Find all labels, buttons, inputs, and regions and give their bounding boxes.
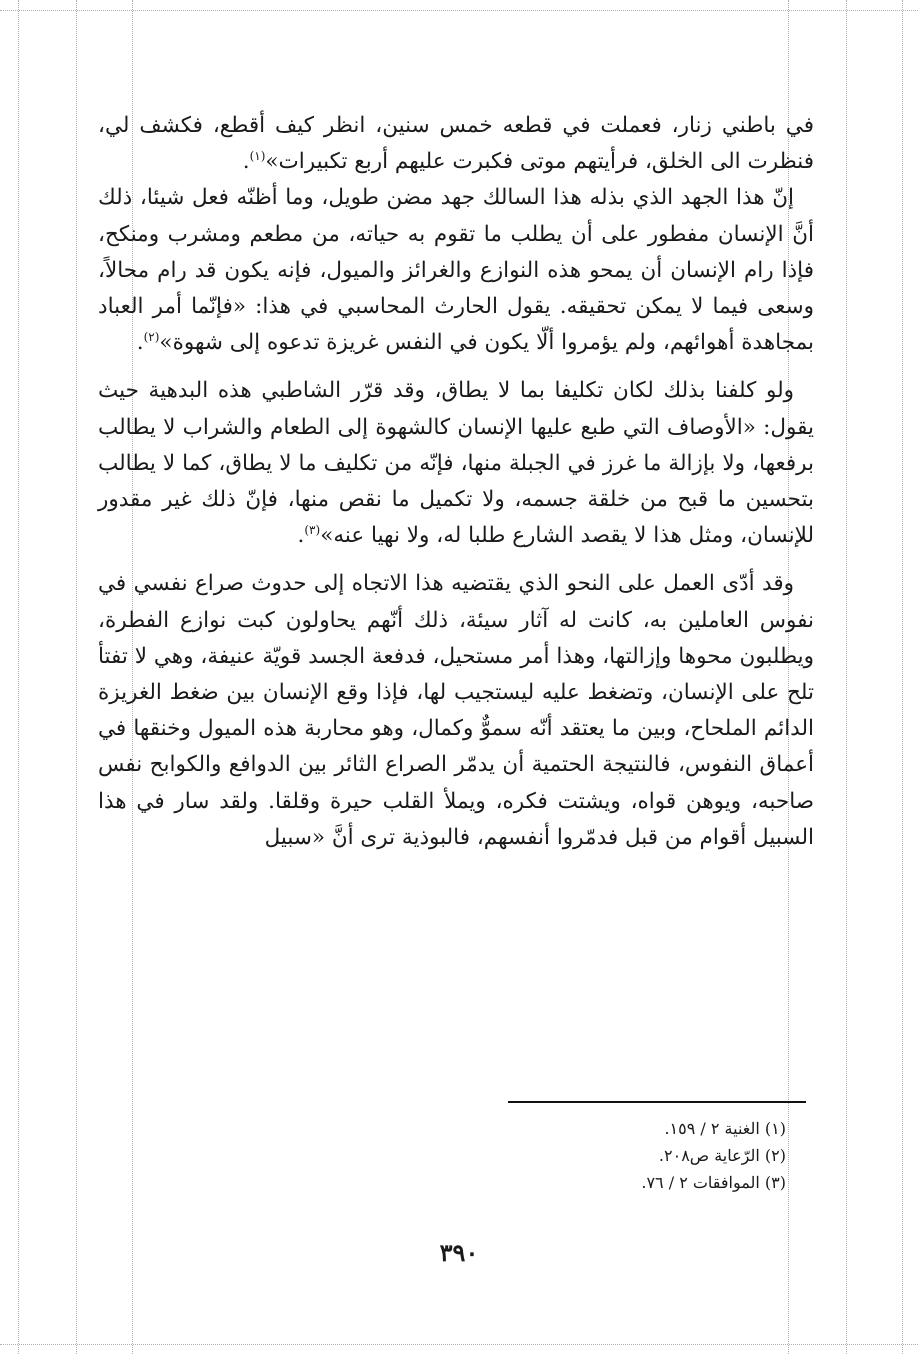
paragraph-2 (98, 180, 814, 361)
guide-line (0, 1344, 918, 1345)
footnote-1: (١) الغنية ٢ / ١٥٩. (664, 1119, 786, 1138)
footnote-reference: (٣) (304, 523, 321, 538)
footnote-reference: (٢) (143, 330, 160, 345)
footnote-3: (٣) الموافقات ٢ / ٧٦. (641, 1173, 786, 1192)
footnotes (560, 1115, 786, 1196)
paragraph-text: وقد أدّى العمل على النحو الذي يقتضيه هذا الاتجاه إلى حدوث صراع نفسي في نفوس العاملين به، كانت له آثار سيئة، ذلك أنّهم يحاولون كبت نوازع الفطرة، ويطلبون محوها وإزالتها، وهذا أمر مستحيل، فدفعة الجسد قويّة عنيفة، وهي لا تفتأ تلح على الإنسان، وتضغط عليه ليستجيب لها، فإذا وقع الإنسان بين ضغط الغريزة الدائم الملحاح، وبين ما يعتقد أنّه سموٌّ وكمال، وهو محاربة هذه الميول وخنقها في أعماق النفوس، فالنتيجة الحتمية أن يدمّر الصراع الثائر بين الدوافع والكوابح نفس صاحبه، ويوهن قواه، ويشتت فكره، ويملأ القلب حيرة وقلقا. ولقد سار في هذا السبيل أقوام من قبل فدمّروا أنفسهم، فالبوذية ترى أنَّ «سبيل (98, 571, 814, 850)
paragraph-1 (98, 108, 814, 180)
paragraph-3 (98, 373, 814, 554)
guide-line (902, 0, 903, 1354)
footnote-2: (٢) الرّعاية ص٢٠٨. (658, 1146, 786, 1165)
footnote-reference: (١) (249, 149, 266, 164)
paragraph-text: إنّ هذا الجهد الذي بذله هذا السالك جهد مضن طويل، وما أظنّه فعل شيئا، ذلك أنَّ الإنسان مفطور على أن يطلب ما تقوم به حياته، من مطعم ومشرب ومنكح، فإذا رام الإنسان أن يمحو هذه النوازع والغرائز والميول، فإنه يكون قد رام محالاً، وسعى فيما لا يمكن تحقيقه. يقول الحارث المحاسبي في هذا: «فإنّما أمر العباد بمجاهدة أهوائهم، ولم يؤمروا ألّا يكون في النفس غريزة تدعوه إلى شهوة» (98, 185, 814, 356)
paragraph-end: . (242, 149, 250, 175)
guide-line (76, 0, 77, 1354)
paragraph-text: ولو كلفنا بذلك لكان تكليفا بما لا يطاق، وقد قرّر الشاطبي هذه البدهية حيث يقول: «الأوصاف التي طبع عليها الإنسان كالشهوة إلى الطعام والشراب لا يطالب برفعها، ولا بإزالة ما غرز في الجبلة منها، فإنّه من تكليف ما لا يطاق، كما لا يطالب بتحسين ما قبح من خلقة جسمه، ولا تكميل ما نقص منها، فإنّ ذلك غير مقدور للإنسان، ومثل هذا لا يقصد الشارع طلبا له، ولا نهيا عنه» (98, 378, 814, 549)
paragraph-text: في باطني زنار، فعملت في قطعه خمس سنين، انظر كيف أقطع، فكشف لي، فنظرت الى الخلق، فرأيتهم موتى فكبرت عليهم أربع تكبيرات» (98, 113, 814, 175)
paragraph-4 (98, 566, 814, 856)
guide-line (0, 10, 918, 11)
footnote-divider (508, 1101, 806, 1103)
page-body (98, 108, 814, 856)
guide-line (18, 0, 19, 1354)
guide-line (846, 0, 847, 1354)
page-number: ٣٩٠ (439, 1238, 479, 1267)
paragraph-end: . (297, 523, 305, 549)
paragraph-end: . (136, 330, 144, 356)
